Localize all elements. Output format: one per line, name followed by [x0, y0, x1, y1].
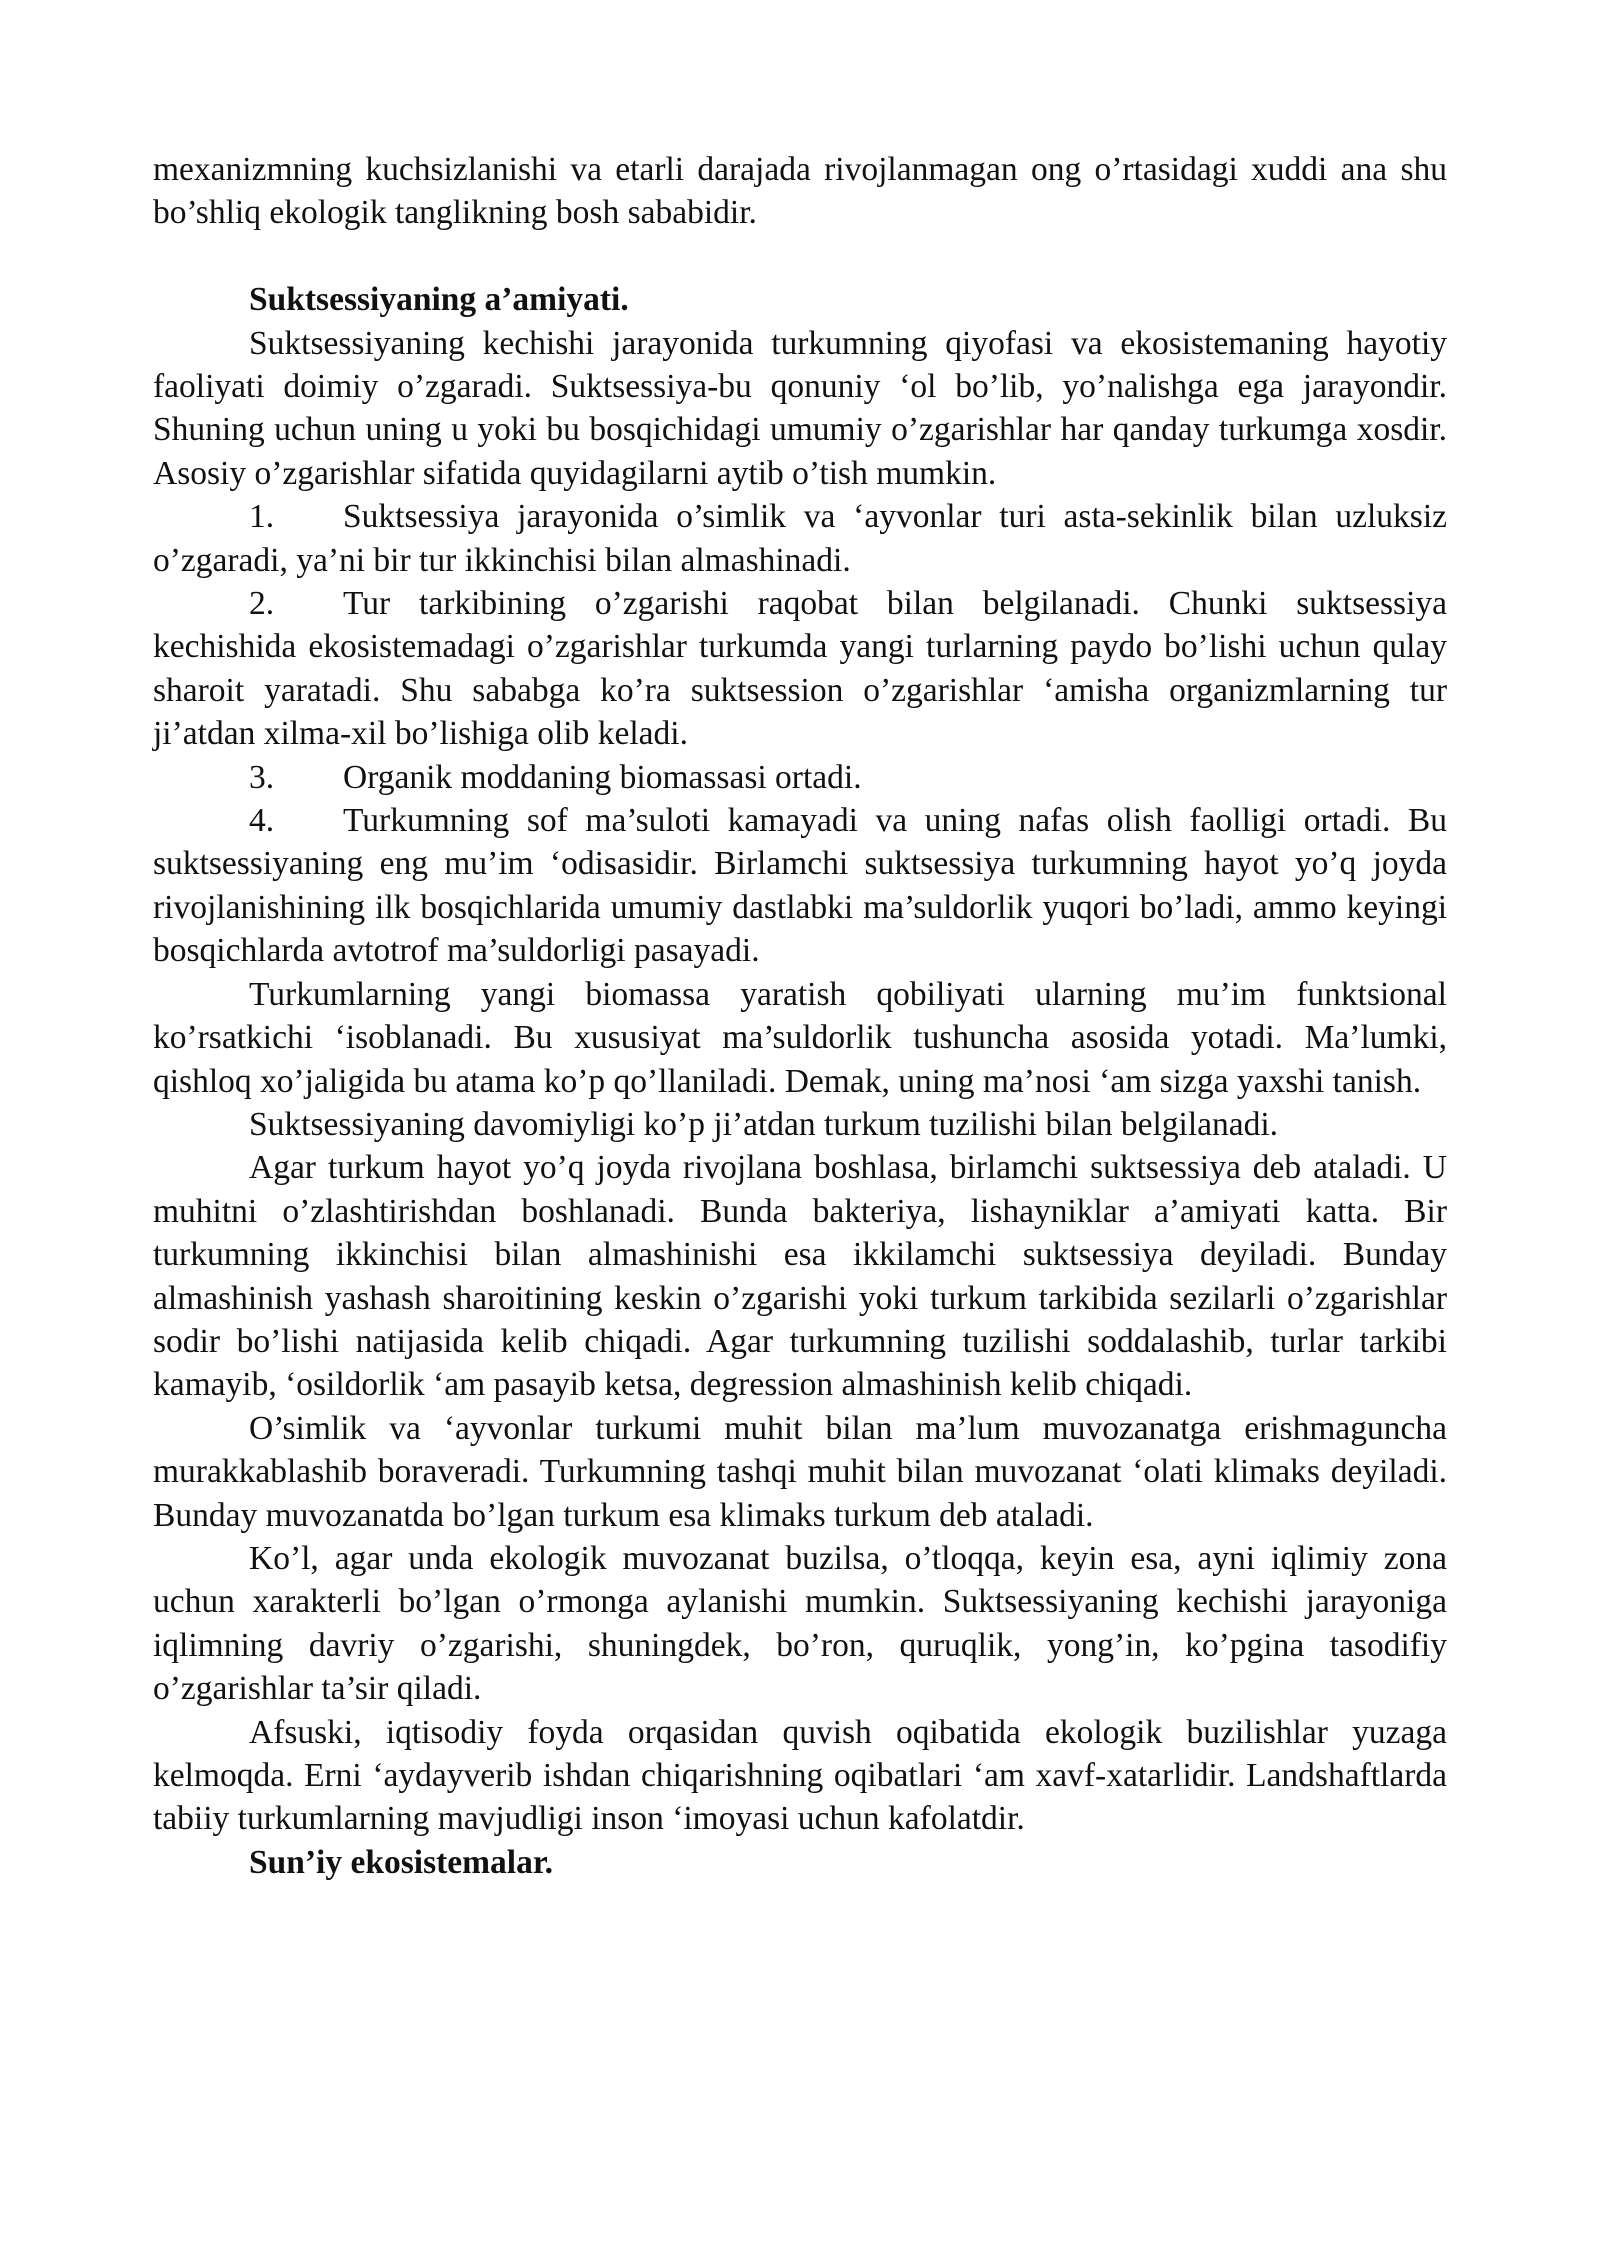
list-number: 3.	[249, 758, 275, 796]
paragraph-climax: O’simlik va ‘ayvonlar turkumi muhit bilan ma’lum muvozanatga erishmaguncha murakkablashib boraveradi. Turkumning tashqi muhit bilan muvozanat ‘olati klimaks deyiladi. Bunday muvozanatda bo’lgan turkum esa klimaks turkum deb ataladi.	[153, 1409, 1447, 1534]
paragraph-continuation: mexanizmning kuchsizlanishi va etarli darajada rivojlanmagan ong o’rtasidagi xuddi ana shu bo’shliq ekologik tanglikning bosh sababidir.	[153, 151, 1447, 232]
paragraph-lake: Ko’l, agar unda ekologik muvozanat buzilsa, o’tloqqa, keyin esa, ayni iqlimiy zona uchun xarakterli bo’lgan o’rmonga aylanishi mumkin. Suktsessiyaning kechishi jarayoniga iqlimning davriy o’zgarishi, shuningdek, bo’ron, quruqlik, yong’in, ko’pgina tasodifiy o’zgarishlar ta’sir qiladi.	[153, 1539, 1447, 1708]
paragraph-primary-secondary: Agar turkum hayot yo’q joyda rivojlana boshlasa, birlamchi suktsessiya deb ataladi. U muhitni o’zlashtirishdan boshlanadi. Bunda bakteriya, lishayniklar a’amiyati katta. Bir turkumning ikkinchisi bilan almashinishi esa ikkilamchi suktsessiya deyiladi. Bunday almashinish yashash sharoitining keskin o’zgarishi yoki turkum tarkibida sezilarli o’zgarishlar sodir bo’lishi natijasida kelib chiqadi. Agar turkumning tuzilishi soddalashib, turlar tarkibi kamayib, ‘osildorlik ‘am pasayib ketsa, degression almashinish kelib chiqadi.	[153, 1149, 1447, 1404]
list-number: 2.	[249, 585, 275, 623]
list-number: 1.	[249, 498, 275, 536]
document-page	[153, 148, 1447, 1884]
paragraph-intro: Suktsessiyaning kechishi jarayonida turkumning qiyofasi va ekosistemaning hayotiy faoliyati doimiy o’zgaradi. Suktsessiya-bu qonuniy ‘ol bo’lib, yo’nalishga ega jarayondir. Shuning uchun uning u yoki bu bosqichidagi umumiy o’zgarishlar har qanday turkumga xosdir. Asosiy o’zgarishlar sifatida quyidagilarni aytib o’tish mumkin.	[153, 324, 1447, 492]
paragraph-economic: Afsuski, iqtisodiy foyda orqasidan quvish oqibatida ekologik buzilishlar yuzaga kelmoqda. Erni ‘aydayverib ishdan chiqarishning oqibatlari ‘am xavf-xatarlidir. Landshaftlarda tabiiy turkumlarning mavjudligi inson ‘imoyasi uchun kafolatdir.	[153, 1713, 1447, 1838]
list-item-2	[153, 582, 1447, 756]
paragraph-duration: Suktsessiyaning davomiyligi ko’p ji’atdan turkum tuzilishi bilan belgilanadi.	[249, 1105, 1279, 1143]
list-number: 4.	[249, 802, 275, 840]
list-text: Turkumning sof ma’suloti kamayadi va uning nafas olish faolligi ortadi. Bu suktsessiyaning eng mu’im ‘odisasidir. Birlamchi suktsessiya turkumning hayot yo’q joyda rivojlanishining ilk bosqichlarida umumiy dastlabki ma’suldorlik yuqori bo’ladi, ammo keyingi bosqichlarda avtotrof ma’suldorligi pasayadi.	[153, 802, 1447, 970]
section-heading-artificial-ecosystems: Sun’iy ekosistemalar.	[249, 1843, 554, 1881]
list-item-4	[153, 799, 1447, 973]
section-heading-importance: Suktsessiyaning a’amiyati.	[249, 281, 629, 319]
paragraph-productivity: Turkumlarning yangi biomassa yaratish qobiliyati ularning mu’im funktsional ko’rsatkichi ‘isoblanadi. Bu xususiyat ma’suldorlik tushuncha asosida yotadi. Ma’lumki, qishloq xo’jaligida bu atama ko’p qo’llaniladi. Demak, uning ma’nosi ‘am sizga yaxshi tanish.	[153, 975, 1447, 1100]
blank-line	[153, 235, 1447, 278]
list-text: Tur tarkibining o’zgarishi raqobat bilan belgilanadi. Chunki suktsessiya kechishida ekosistemadagi o’zgarishlar turkumda yangi turlarning paydo bo’lishi uchun qulay sharoit yaratadi. Shu sababga ko’ra suktsession o’zgarishlar ‘amisha organizmlarning tur ji’atdan xilma-xil bo’lishiga olib keladi.	[153, 585, 1447, 753]
list-item-1	[153, 495, 1447, 582]
list-text: Suktsessiya jarayonida o’simlik va ‘ayvonlar turi asta-sekinlik bilan uzluksiz o’zgaradi, ya’ni bir tur ikkinchisi bilan almashinadi.	[153, 498, 1447, 579]
list-text: Organik moddaning biomassasi ortadi.	[343, 758, 862, 796]
list-item-3	[153, 756, 1447, 799]
